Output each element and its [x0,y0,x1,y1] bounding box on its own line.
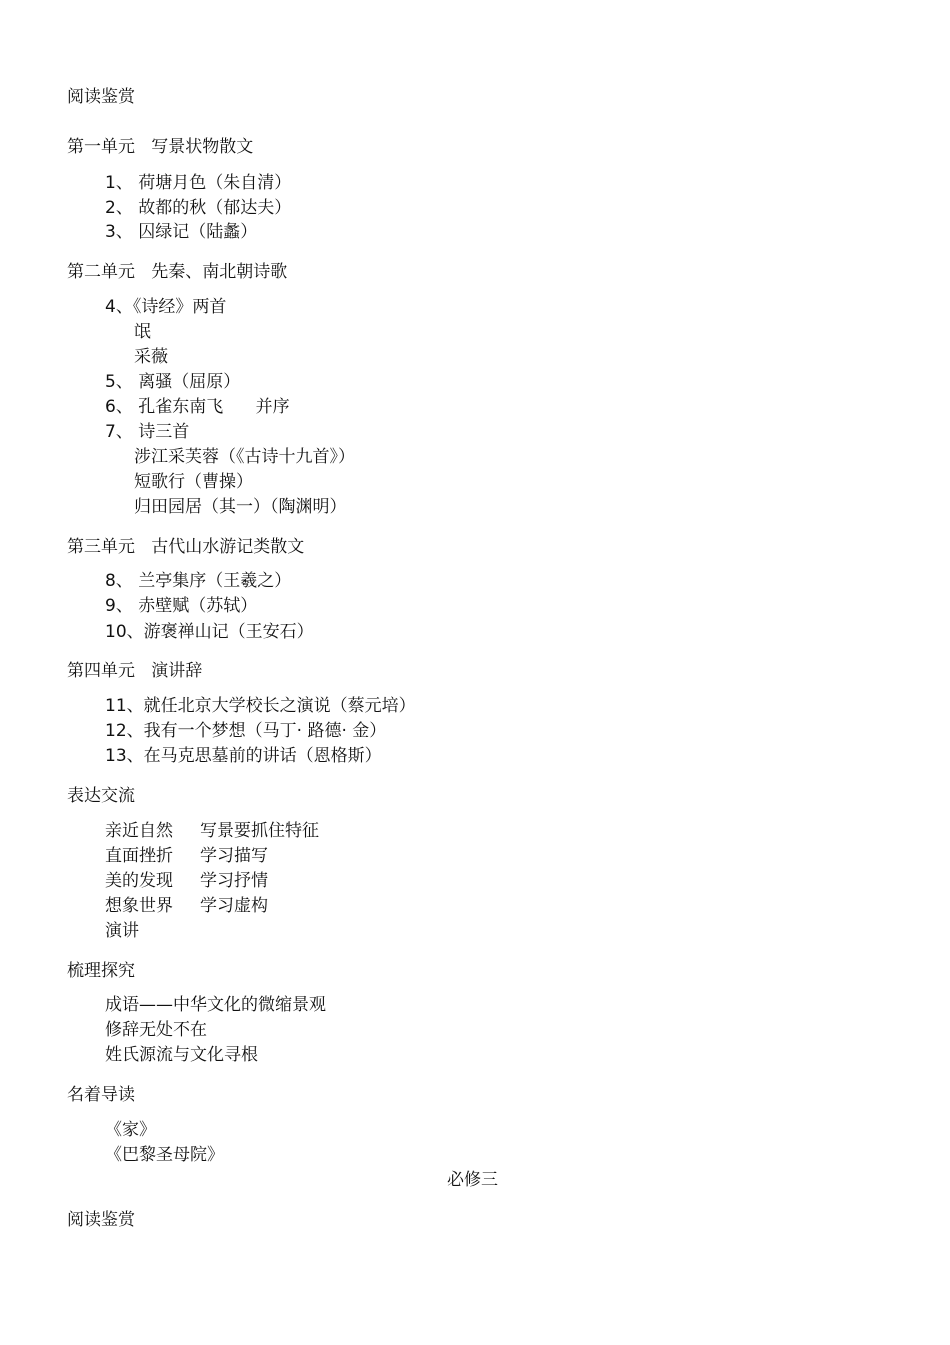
unit3-heading: 第三单元 古代山水游记类散文 [67,537,305,557]
unit2-subitem: 归田园居（其一）（陶渊明） [134,497,347,517]
unit4-heading: 第四单元 演讲辞 [67,661,203,681]
unit2-subitem: 采薇 [134,347,168,367]
expression-item: 想象世界 学习虚构 [105,896,269,916]
unit2-item: 7、 诗三首 [105,422,190,442]
compulsory3-title: 必修三 [447,1170,498,1190]
unit4-item: 13、在马克思墓前的讲话（恩格斯） [105,746,382,766]
inquiry-item: 修辞无处不在 [105,1020,207,1040]
unit1-item: 3、 囚绿记（陆蠡） [105,222,258,242]
unit2-item: 6、 孔雀东南飞 并序 [105,397,290,417]
expression-item: 亲近自然 写景要抓住特征 [105,821,320,841]
unit4-item: 11、就任北京大学校长之演说（蔡元培） [105,696,416,716]
unit3-item: 10、游褒禅山记（王安石） [105,622,314,642]
expression-heading: 表达交流 [67,786,135,806]
unit2-item: 4、《诗经》两首 [105,297,227,317]
unit1-item: 2、 故都的秋（郁达夫） [105,198,292,218]
reading-heading: 阅读鉴赏 [67,87,135,107]
classics-item: 《巴黎圣母院》 [105,1145,224,1165]
unit2-item: 5、 离骚（屈原） [105,372,241,392]
unit2-subitem: 氓 [134,322,151,342]
expression-item: 美的发现 学习抒情 [105,871,269,891]
expression-item: 直面挫折 学习描写 [105,846,269,866]
unit4-item: 12、我有一个梦想（马丁· 路德· 金） [105,721,387,741]
classics-heading: 名着导读 [67,1085,135,1105]
classics-item: 《家》 [105,1120,156,1140]
unit2-subitem: 涉江采芙蓉（《古诗十九首》） [134,447,355,467]
unit2-heading: 第二单元 先秦、南北朝诗歌 [67,262,288,282]
inquiry-item: 姓氏源流与文化寻根 [105,1045,258,1065]
expression-item: 演讲 [105,921,139,941]
reading-heading: 阅读鉴赏 [67,1210,135,1230]
inquiry-item: 成语——中华文化的微缩景观 [105,995,326,1015]
unit2-subitem: 短歌行（曹操） [134,472,253,492]
unit1-heading: 第一单元 写景状物散文 [67,137,254,157]
unit1-item: 1、 荷塘月色（朱自清） [105,173,292,193]
inquiry-heading: 梳理探究 [67,961,135,981]
unit3-item: 8、 兰亭集序（王羲之） [105,571,292,591]
unit3-item: 9、 赤壁赋（苏轼） [105,596,258,616]
